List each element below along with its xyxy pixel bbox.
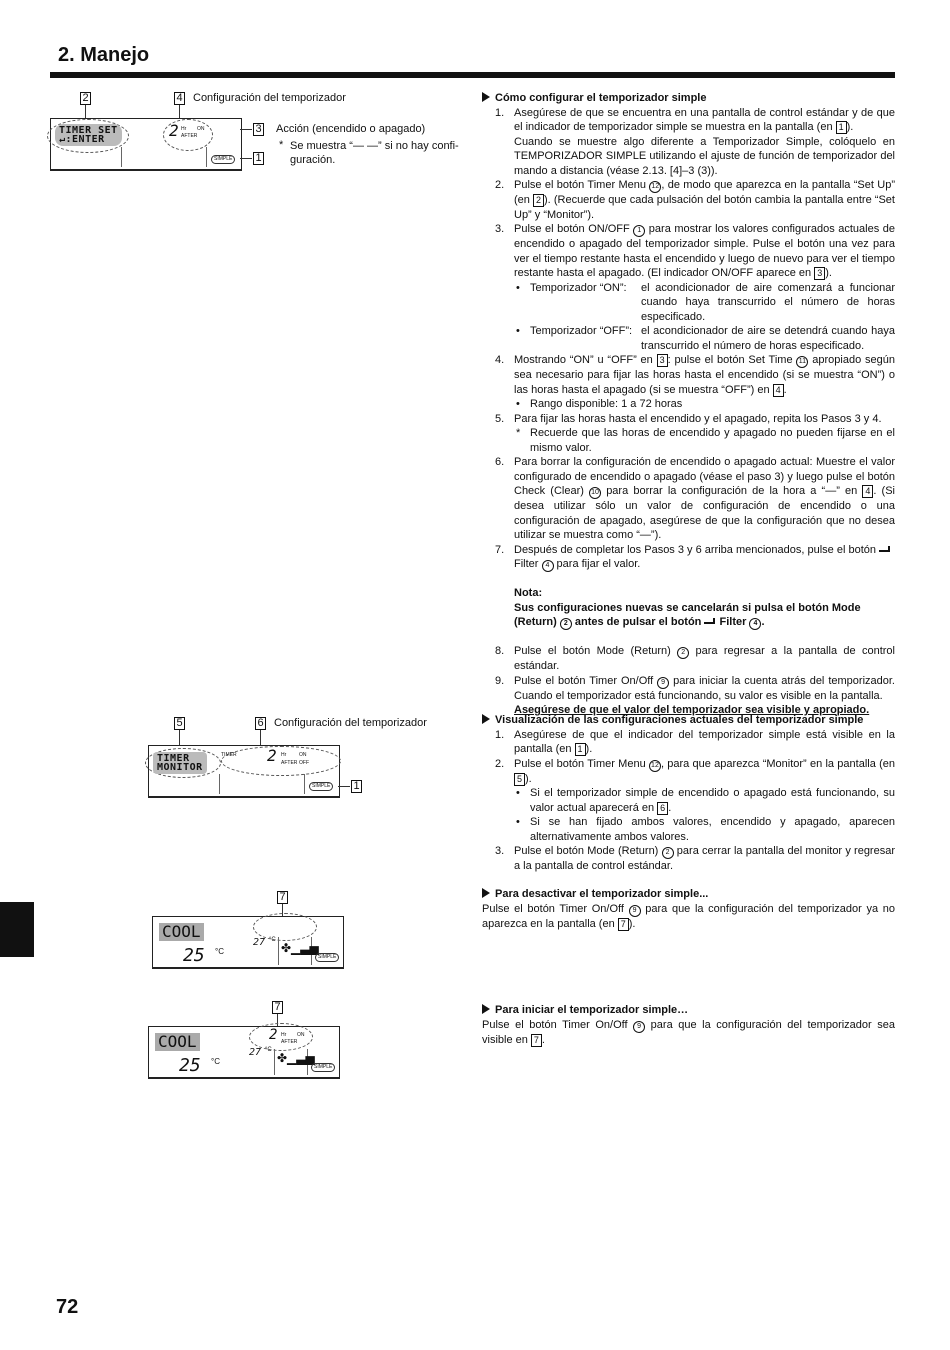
section-disable-timer [482, 887, 895, 931]
lcd-simple: SIMPLE [211, 155, 235, 164]
lcd-divider [219, 774, 220, 794]
step-text: , de modo que aparezca en la pantalla “Set Up” (en [514, 179, 895, 206]
lcd-timer: TIMER [221, 752, 237, 758]
note-title: Nota: [514, 587, 543, 599]
step [482, 757, 895, 787]
lcd-line: TIMER SET [59, 125, 118, 136]
fan-icon: ✤▁▃▅ [281, 941, 319, 955]
callout-7: 7 [277, 891, 288, 904]
ref-circle: 12 [649, 760, 661, 772]
section-start-timer [482, 1003, 895, 1047]
ref-box: 1 [575, 743, 586, 756]
step [482, 178, 895, 222]
arrow-right-icon [482, 1004, 490, 1014]
section-view-timer [482, 713, 895, 874]
bullet-item [482, 786, 895, 815]
step-text: ). [825, 267, 832, 279]
lcd-screen [152, 916, 344, 969]
step-text: Para borrar la configuración de encendido o apagado actual: Muestre el valor configurado de encendido o apagado (véase el paso 3) y luego pulse el botón Check (Clear) [514, 456, 895, 497]
lcd-divider [121, 147, 122, 167]
bullet: • [516, 398, 520, 410]
step-number: 3. [495, 223, 505, 235]
body-text: para que la configuración del temporizador ya no aparezca en la pantalla (en [482, 902, 895, 930]
step-text: Mostrando “ON” u “OFF” en [514, 354, 657, 366]
lcd-unit: °C [215, 947, 224, 956]
term: Temporizador “OFF”: [530, 325, 633, 337]
step-number: 7. [495, 543, 505, 556]
ref-box: 3 [814, 267, 825, 280]
lcd-room-unit: °C [265, 1047, 272, 1053]
section-title [482, 713, 895, 728]
bullet-text: Si el temporizador simple de encendido o apagado está funcionando, su valor actual aparecerá en [530, 787, 895, 814]
lcd-unit: °C [211, 1057, 220, 1066]
callout-1: 1 [253, 152, 264, 165]
lcd-hours: 2 [169, 121, 179, 140]
lcd-line: MONITOR [157, 762, 203, 773]
step-number: 5. [495, 412, 505, 425]
bullet-text: . [668, 801, 672, 814]
page-title: 2. Manejo [58, 44, 150, 66]
chapter-tab [0, 902, 34, 957]
header-rule [50, 72, 895, 78]
step-text: Pulse el botón Timer Menu [514, 757, 649, 770]
note-text: Sus configuraciones nuevas se cancelarán si pulsa el botón Mode (Return) [514, 601, 861, 628]
arrow-right-icon [482, 92, 490, 102]
step-number: 2. [495, 179, 505, 191]
lcd-off: OFF [299, 760, 309, 766]
lcd-line: ↵:ENTER [59, 134, 105, 145]
callout-3: 3 [253, 123, 264, 136]
step [482, 844, 895, 874]
bullet-text: Si se han fijado ambos valores, encendido y apagado, aparecen alternativamente ambos valores. [530, 816, 895, 843]
highlight-ellipse [253, 913, 317, 941]
step-number: 3. [495, 845, 505, 857]
step-number: 1. [495, 106, 505, 119]
step-number: 4. [495, 354, 505, 366]
section-configure-timer [482, 91, 895, 718]
step-text: Cuando se muestre algo diferente a Temporizador Simple, colóquelo en TEMPORIZADOR SIMPLE utilizando el ajuste de función de temporizador del mando a distancia (véase 2.13. [4]–3 (3)). [514, 135, 895, 177]
definition-item [482, 281, 895, 325]
caption-action: Acción (encendido o apagado) [276, 123, 426, 135]
lcd-on: ON [297, 1032, 305, 1038]
step-number: 9. [495, 674, 505, 687]
step-text: . (Si desea utilizar sólo un valor de configuración de encendido o una configuración de apagado, asegúrese de que la configuración que no desea utilizar se muestra como “—”). [514, 485, 895, 541]
ref-box: 4 [773, 384, 784, 397]
bullet: • [516, 787, 520, 799]
step-text: ). [525, 772, 532, 785]
lcd-simple: SIMPLE [309, 782, 333, 791]
callout-1: 1 [351, 780, 362, 793]
lcd-set-temp: 25 [183, 945, 205, 966]
lcd-room-unit: °C [269, 937, 276, 943]
note-item [482, 426, 895, 455]
step-text: ). [585, 743, 593, 755]
lcd-after: AFTER [281, 760, 298, 766]
ref-box: 2 [533, 194, 544, 207]
step-text: ). [846, 121, 854, 133]
ref-circle: 10 [589, 487, 601, 499]
step [482, 728, 895, 757]
caption-timer-config: Configuración del temporizador [274, 717, 427, 729]
note-text: Se muestra “— —” si no hay confi-guración. [290, 140, 459, 166]
callout-7: 7 [272, 1001, 283, 1014]
callout-6: 6 [255, 717, 266, 730]
lcd-hr: Hr [181, 126, 187, 132]
lcd-hours: 2 [267, 746, 277, 765]
definition-item [482, 324, 895, 353]
body-text: . [541, 1033, 545, 1046]
step-text: Para fijar las horas hasta el encendido y el apagado, repita los Pasos 3 y 4. [514, 412, 882, 425]
note-text: . [761, 616, 765, 628]
lcd-set-temp: 25 [179, 1055, 201, 1076]
ref-circle: 1 [633, 225, 645, 237]
enter-icon [704, 618, 716, 626]
step-text: para iniciar la cuenta atrás del temporizador. Cuando el temporizador está funcionando, su valor es visible en la pantalla. [514, 674, 895, 702]
note-text: Recuerde que las horas de encendido y apagado no pueden fijarse en el mismo valor. [530, 427, 895, 454]
lcd-divider [278, 937, 279, 965]
callout-5: 5 [174, 717, 185, 730]
step [482, 674, 895, 718]
step [482, 106, 895, 179]
caption-timer-config: Configuración del temporizador [193, 92, 346, 104]
step [482, 455, 895, 543]
arrow-right-icon [482, 714, 490, 724]
step [482, 353, 895, 397]
bullet-text: Rango disponible: 1 a 72 horas [530, 398, 683, 410]
ref-circle: 2 [677, 647, 689, 659]
section-title [482, 887, 895, 902]
step-number: 6. [495, 456, 505, 468]
leader-line [240, 129, 252, 130]
bullet: • [516, 325, 520, 337]
step [482, 412, 895, 427]
lcd-room-temp: 27 [249, 1047, 262, 1058]
bullet: • [516, 816, 520, 828]
step-text: Asegúrese de que se encuentra en una pantalla de control estándar y de que el indicador de temporizador simple se muestra en la pantalla (en [514, 106, 895, 133]
definition: el acondicionador de aire se detendrá cuando haya transcurrido el número de horas especificado. [641, 325, 895, 352]
ref-box: 5 [514, 773, 525, 786]
lcd-divider [274, 1049, 275, 1075]
lcd-hr: Hr [281, 752, 287, 758]
step-text: Pulse el botón Mode (Return) [514, 845, 662, 857]
lcd-room-temp: 27 [253, 937, 266, 948]
step-text: Pulse el botón Timer On/Off [514, 674, 658, 687]
step-text: para fijar el valor. [553, 558, 641, 570]
step-text: . [783, 383, 787, 396]
step-text: para cerrar la pantalla del monitor y regresar a la pantalla de control estándar. [514, 845, 895, 872]
definition: el acondicionador de aire comenzará a funcionar cuando haya transcurrido el número de horas especificado. [641, 281, 895, 323]
ref-circle: 12 [649, 181, 661, 193]
page-number: 72 [56, 1296, 79, 1318]
step-number: 8. [495, 645, 505, 657]
enter-icon [879, 546, 891, 554]
section-title-text: Para iniciar el temporizador simple… [495, 1004, 689, 1016]
leader-line [240, 158, 252, 159]
term: Temporizador “ON”: [530, 281, 627, 294]
lcd-screen [148, 1026, 340, 1079]
lcd-mode: COOL [159, 923, 204, 941]
bullet-item [482, 397, 895, 412]
lcd-mode: COOL [155, 1033, 200, 1051]
ref-circle: 9 [657, 677, 669, 689]
ref-box: 1 [836, 121, 847, 134]
fan-icon: ✤▁▃▅ [277, 1051, 315, 1065]
body-text: Pulse el botón Timer On/Off [482, 902, 629, 915]
callout-4: 4 [174, 92, 185, 105]
note-body [482, 601, 895, 631]
leader-line [338, 786, 350, 787]
lcd-divider [206, 147, 207, 167]
section-body [482, 902, 895, 932]
ref-box: 4 [862, 485, 873, 498]
step-text: Filter [514, 558, 542, 570]
arrow-right-icon [482, 888, 490, 898]
section-title [482, 91, 895, 106]
lcd-hr: Hr [281, 1032, 287, 1038]
step [482, 644, 895, 674]
lcd-line: TIMER [157, 753, 190, 764]
step-text: apropiado según sea necesario para fijar las horas hasta el encendido (si se muestra “ON”) o las horas hasta el apagado (si se muestra “OFF”) en [514, 354, 895, 396]
step-text: Asegúrese de que el indicador del temporizador simple está visible en la pantalla (en [514, 728, 895, 755]
lcd-after: AFTER [181, 133, 198, 139]
emphasis-text: Asegúrese de que el valor del temporizador sea visible y apropiado. [514, 704, 870, 716]
ref-box: 7 [618, 918, 629, 931]
lcd-simple: SIMPLE [315, 953, 339, 962]
body-text: Pulse el botón Timer On/Off [482, 1018, 634, 1031]
bullet: • [516, 281, 520, 294]
section-title [482, 1003, 895, 1018]
step-text: Después de completar los Pasos 3 y 6 arriba mencionados, pulse el botón [514, 543, 880, 556]
ref-box: 7 [531, 1034, 542, 1047]
ref-circle: 2 [560, 618, 572, 630]
lcd-on: ON [197, 126, 205, 132]
lcd-divider [304, 774, 305, 794]
note-text: antes de pulsar el botón [571, 616, 705, 628]
body-text: para que la configuración del temporizador sea visible en [482, 1018, 895, 1046]
step-number: 1. [495, 728, 505, 741]
body-text: ). [628, 917, 636, 930]
step [482, 222, 895, 281]
ref-circle: 4 [749, 618, 761, 630]
ref-circle: 11 [796, 356, 808, 368]
step-number: 2. [495, 757, 505, 770]
lcd-screen [148, 745, 340, 798]
note-text: Filter [716, 616, 750, 628]
section-title-text: Cómo configurar el temporizador simple [495, 92, 707, 104]
ref-box: 3 [657, 354, 668, 367]
lcd-simple: SIMPLE [311, 1063, 335, 1072]
section-title-text: Para desactivar el temporizador simple... [495, 888, 709, 900]
step-text: para borrar la configuración de la hora a “—” en [601, 485, 863, 497]
ref-circle: 2 [662, 847, 674, 859]
ref-circle: 9 [633, 1021, 645, 1033]
step-text: : pulse el botón Set Time [667, 354, 797, 366]
lcd-hours: 2 [269, 1027, 278, 1043]
ref-box: 6 [657, 802, 668, 815]
step-text: Pulse el botón ON/OFF [514, 223, 634, 235]
lcd-mode-label [153, 752, 207, 774]
ref-circle: 9 [629, 905, 641, 917]
note-star: * [279, 139, 284, 151]
lcd-after: AFTER [281, 1039, 298, 1045]
step-text: para regresar a la pantalla de control estándar. [514, 645, 895, 672]
step-text: para mostrar los valores configurados actuales de encendido o apagado del temporizador simple. Pulse el botón una vez para ver el tiempo restante hasta el encendido y luego de nuevo para ver el tiempo restante hasta el apagado. (El indicador ON/OFF aparece en [514, 223, 895, 279]
step-text: Pulse el botón Timer Menu [514, 179, 650, 191]
bullet-item [482, 815, 895, 844]
lcd-screen [50, 118, 242, 171]
lcd-mode-label [55, 124, 122, 146]
step [482, 543, 895, 573]
section-body [482, 1018, 895, 1048]
step-text: ). (Recuerde que cada pulsación del botón cambia la pantalla entre “Set Up” y “Monitor”). [514, 194, 895, 221]
ref-circle: 4 [542, 560, 554, 572]
step-text: Pulse el botón Mode (Return) [514, 645, 678, 657]
step-text: , para que aparezca “Monitor” en la pantalla (en [660, 757, 895, 770]
lcd-on: ON [299, 752, 307, 758]
callout-2: 2 [80, 92, 91, 105]
asterisk: * [516, 427, 521, 439]
section-title-text: Visualización de las configuraciones actuales del temporizador simple [495, 714, 864, 726]
